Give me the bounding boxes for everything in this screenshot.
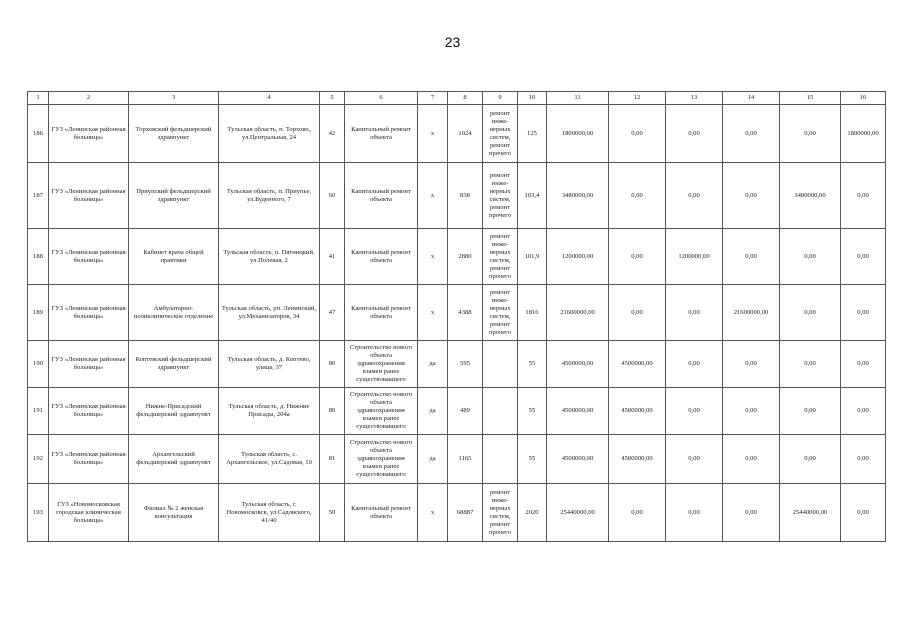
cell-institution: ГУЗ «Ленинская районная больница» bbox=[49, 435, 129, 484]
cell-amount-col-12: 0,00 bbox=[609, 105, 666, 163]
cell-amount-col-12: 0,00 bbox=[609, 229, 666, 285]
cell-amount-total: 21600000,00 bbox=[547, 285, 609, 341]
cell-value-10: 103,4 bbox=[518, 163, 547, 229]
cell-amount-col-16: 0,00 bbox=[841, 163, 886, 229]
cell-amount-col-14: 0,00 bbox=[723, 341, 780, 388]
cell-amount-col-15: 0,00 bbox=[780, 229, 841, 285]
cell-value-9 bbox=[483, 341, 518, 388]
cell-amount-col-12: 4500000,00 bbox=[609, 341, 666, 388]
cell-amount-col-16: 0,00 bbox=[841, 484, 886, 542]
cell-amount-col-13: 1200000,00 bbox=[666, 229, 723, 285]
cell-amount-col-12: 0,00 bbox=[609, 285, 666, 341]
cell-value-8: 1024 bbox=[448, 105, 483, 163]
cell-amount-col-12: 4500000,00 bbox=[609, 388, 666, 435]
cell-row-number: 191 bbox=[28, 388, 49, 435]
cell-value-8: 4388 bbox=[448, 285, 483, 341]
cell-amount-col-15: 0,00 bbox=[780, 435, 841, 484]
column-header: 13 bbox=[666, 92, 723, 105]
cell-amount-col-15: 0,00 bbox=[780, 341, 841, 388]
column-header: 8 bbox=[448, 92, 483, 105]
cell-value-5: 60 bbox=[320, 163, 345, 229]
cell-row-number: 186 bbox=[28, 105, 49, 163]
cell-row-number: 193 bbox=[28, 484, 49, 542]
cell-institution: ГУЗ «Ленинская районная больница» bbox=[49, 163, 129, 229]
cell-row-number: 188 bbox=[28, 229, 49, 285]
cell-institution: ГУЗ «Новомосковская городская клиническая больница» bbox=[49, 484, 129, 542]
cell-facility-name: Торховский фельдшерский здравпункт bbox=[129, 105, 219, 163]
cell-amount-col-13: 0,00 bbox=[666, 285, 723, 341]
column-header: 5 bbox=[320, 92, 345, 105]
cell-amount-col-14: 0,00 bbox=[723, 229, 780, 285]
cell-amount-col-14: 0,00 bbox=[723, 435, 780, 484]
cell-amount-col-13: 0,00 bbox=[666, 163, 723, 229]
cell-amount-col-14: 0,00 bbox=[723, 163, 780, 229]
cell-address: Тульская область, п. Приупье, ул.Буденного, 7 bbox=[219, 163, 320, 229]
cell-value-8: 68887 bbox=[448, 484, 483, 542]
cell-facility-name: Амбулаторно-поликлиническое отделение bbox=[129, 285, 219, 341]
cell-value-10: 1816 bbox=[518, 285, 547, 341]
cell-value-5: 81 bbox=[320, 435, 345, 484]
table-row bbox=[28, 105, 886, 163]
cell-amount-total: 1200000,00 bbox=[547, 229, 609, 285]
cell-amount-col-13: 0,00 bbox=[666, 105, 723, 163]
cell-value-8: 1165 bbox=[448, 435, 483, 484]
cell-amount-col-16: 1800000,00 bbox=[841, 105, 886, 163]
cell-amount-col-14: 21600000,00 bbox=[723, 285, 780, 341]
cell-value-8: 489 bbox=[448, 388, 483, 435]
cell-institution: ГУЗ «Ленинская районная больница» bbox=[49, 285, 129, 341]
cell-work-type: Капитальный ремонт объекта bbox=[345, 484, 418, 542]
cell-value-10: 2020 bbox=[518, 484, 547, 542]
cell-value-7: да bbox=[418, 435, 448, 484]
cell-amount-col-16: 0,00 bbox=[841, 388, 886, 435]
cell-facility-name: Коптевский фельдшерский здравпункт bbox=[129, 341, 219, 388]
column-header: 12 bbox=[609, 92, 666, 105]
cell-amount-col-16: 0,00 bbox=[841, 229, 886, 285]
cell-amount-col-15: 0,00 bbox=[780, 285, 841, 341]
cell-address: Тульская область, г. Новомосковск, ул.Садовского, 41/40 bbox=[219, 484, 320, 542]
cell-value-5: 80 bbox=[320, 341, 345, 388]
cell-amount-total: 25440000,00 bbox=[547, 484, 609, 542]
cell-amount-col-16: 0,00 bbox=[841, 341, 886, 388]
cell-value-9: ремонт инже-нерных систем, ремонт прочего bbox=[483, 105, 518, 163]
cell-value-7: х bbox=[418, 484, 448, 542]
cell-address: Тульская область, п. Пятницкий, ул.Полевая, 2 bbox=[219, 229, 320, 285]
cell-row-number: 187 bbox=[28, 163, 49, 229]
cell-value-7: х bbox=[418, 229, 448, 285]
cell-amount-col-15: 25440000,00 bbox=[780, 484, 841, 542]
column-header: 15 bbox=[780, 92, 841, 105]
cell-amount-total: 4500000,00 bbox=[547, 435, 609, 484]
cell-amount-col-15: 0,00 bbox=[780, 388, 841, 435]
cell-row-number: 192 bbox=[28, 435, 49, 484]
cell-amount-col-12: 4500000,00 bbox=[609, 435, 666, 484]
table-row bbox=[28, 285, 886, 341]
cell-amount-col-16: 0,00 bbox=[841, 285, 886, 341]
cell-work-type: Строительство нового объекта здравоохранения взамен ранее существовавшего bbox=[345, 435, 418, 484]
cell-row-number: 190 bbox=[28, 341, 49, 388]
cell-value-10: 55 bbox=[518, 435, 547, 484]
cell-address: Тульская область, с. Архангельское, ул.Садовая, 10 bbox=[219, 435, 320, 484]
table-row bbox=[28, 341, 886, 388]
cell-address: Тульская область, д. Нижние Присады, 204а bbox=[219, 388, 320, 435]
cell-value-9: ремонт инже-нерных систем, ремонт прочего bbox=[483, 484, 518, 542]
cell-amount-total: 4500000,00 bbox=[547, 341, 609, 388]
cell-value-10: 101,9 bbox=[518, 229, 547, 285]
cell-work-type: Строительство нового объекта здравоохранения взамен ранее существовавшего bbox=[345, 341, 418, 388]
cell-amount-col-14: 0,00 bbox=[723, 388, 780, 435]
cell-amount-col-12: 0,00 bbox=[609, 163, 666, 229]
cell-value-7: да bbox=[418, 341, 448, 388]
page-number: 23 bbox=[444, 34, 461, 50]
cell-institution: ГУЗ «Ленинская районная больница» bbox=[49, 229, 129, 285]
cell-institution: ГУЗ «Ленинская районная больница» bbox=[49, 105, 129, 163]
cell-value-7: да bbox=[418, 388, 448, 435]
cell-amount-total: 1800000,00 bbox=[547, 105, 609, 163]
cell-amount-col-13: 0,00 bbox=[666, 341, 723, 388]
table-row bbox=[28, 435, 886, 484]
cell-value-9 bbox=[483, 435, 518, 484]
cell-work-type: Капитальный ремонт объекта bbox=[345, 285, 418, 341]
cell-amount-col-15: 3480000,00 bbox=[780, 163, 841, 229]
cell-institution: ГУЗ «Ленинская районная больница» bbox=[49, 388, 129, 435]
cell-value-9: ремонт инже-нерных систем, ремонт прочего bbox=[483, 285, 518, 341]
table-row bbox=[28, 229, 886, 285]
column-header: 7 bbox=[418, 92, 448, 105]
cell-address: Тульская область, рп. Ленинский, ул.Механизаторов, 34 bbox=[219, 285, 320, 341]
column-header: 3 bbox=[129, 92, 219, 105]
cell-institution: ГУЗ «Ленинская районная больница» bbox=[49, 341, 129, 388]
cell-value-5: 47 bbox=[320, 285, 345, 341]
data-table bbox=[27, 91, 886, 542]
cell-value-9: ремонт инже-нерных систем, ремонт прочего bbox=[483, 229, 518, 285]
column-header: 10 bbox=[518, 92, 547, 105]
cell-facility-name: Приупский фельдшерский здравпункт bbox=[129, 163, 219, 229]
column-header: 14 bbox=[723, 92, 780, 105]
cell-facility-name: Кабинет врача общей практики bbox=[129, 229, 219, 285]
table-header-row bbox=[28, 92, 886, 105]
column-header: 6 bbox=[345, 92, 418, 105]
cell-work-type: Строительство нового объекта здравоохранения взамен ранее существовавшего bbox=[345, 388, 418, 435]
cell-work-type: Капитальный ремонт объекта bbox=[345, 163, 418, 229]
cell-value-8: 838 bbox=[448, 163, 483, 229]
table-row bbox=[28, 484, 886, 542]
column-header: 1 bbox=[28, 92, 49, 105]
cell-amount-col-13: 0,00 bbox=[666, 484, 723, 542]
cell-amount-total: 3480000,00 bbox=[547, 163, 609, 229]
column-header: 11 bbox=[547, 92, 609, 105]
cell-facility-name: Филиал № 2 женская консультация bbox=[129, 484, 219, 542]
cell-amount-col-12: 0,00 bbox=[609, 484, 666, 542]
column-header: 16 bbox=[841, 92, 886, 105]
cell-value-5: 42 bbox=[320, 105, 345, 163]
cell-row-number: 189 bbox=[28, 285, 49, 341]
cell-amount-col-14: 0,00 bbox=[723, 484, 780, 542]
cell-value-7: х bbox=[418, 285, 448, 341]
cell-address: Тульская область, д. Коптево, улица, 37 bbox=[219, 341, 320, 388]
cell-value-7: х bbox=[418, 163, 448, 229]
cell-amount-total: 4500000,00 bbox=[547, 388, 609, 435]
cell-value-8: 595 bbox=[448, 341, 483, 388]
cell-value-10: 125 bbox=[518, 105, 547, 163]
cell-value-5: 80 bbox=[320, 388, 345, 435]
cell-value-5: 50 bbox=[320, 484, 345, 542]
cell-amount-col-13: 0,00 bbox=[666, 388, 723, 435]
cell-value-9 bbox=[483, 388, 518, 435]
column-header: 4 bbox=[219, 92, 320, 105]
cell-value-5: 41 bbox=[320, 229, 345, 285]
cell-work-type: Капитальный ремонт объекта bbox=[345, 229, 418, 285]
column-header: 2 bbox=[49, 92, 129, 105]
cell-address: Тульская область, п. Торхово, ул.Центральная, 24 bbox=[219, 105, 320, 163]
cell-amount-col-15: 0,00 bbox=[780, 105, 841, 163]
table-row bbox=[28, 163, 886, 229]
table-row bbox=[28, 388, 886, 435]
cell-value-9: ремонт инже-нерных систем, ремонт прочего bbox=[483, 163, 518, 229]
column-header: 9 bbox=[483, 92, 518, 105]
cell-facility-name: Архангельский фельдшерский здравпункт bbox=[129, 435, 219, 484]
cell-value-7: х bbox=[418, 105, 448, 163]
cell-amount-col-13: 0,00 bbox=[666, 435, 723, 484]
cell-value-10: 55 bbox=[518, 388, 547, 435]
cell-value-8: 2880 bbox=[448, 229, 483, 285]
cell-value-10: 55 bbox=[518, 341, 547, 388]
cell-work-type: Капитальный ремонт объекта bbox=[345, 105, 418, 163]
cell-amount-col-16: 0,00 bbox=[841, 435, 886, 484]
cell-amount-col-14: 0,00 bbox=[723, 105, 780, 163]
cell-facility-name: Нижне-Присадский фельдшерский здравпункт bbox=[129, 388, 219, 435]
